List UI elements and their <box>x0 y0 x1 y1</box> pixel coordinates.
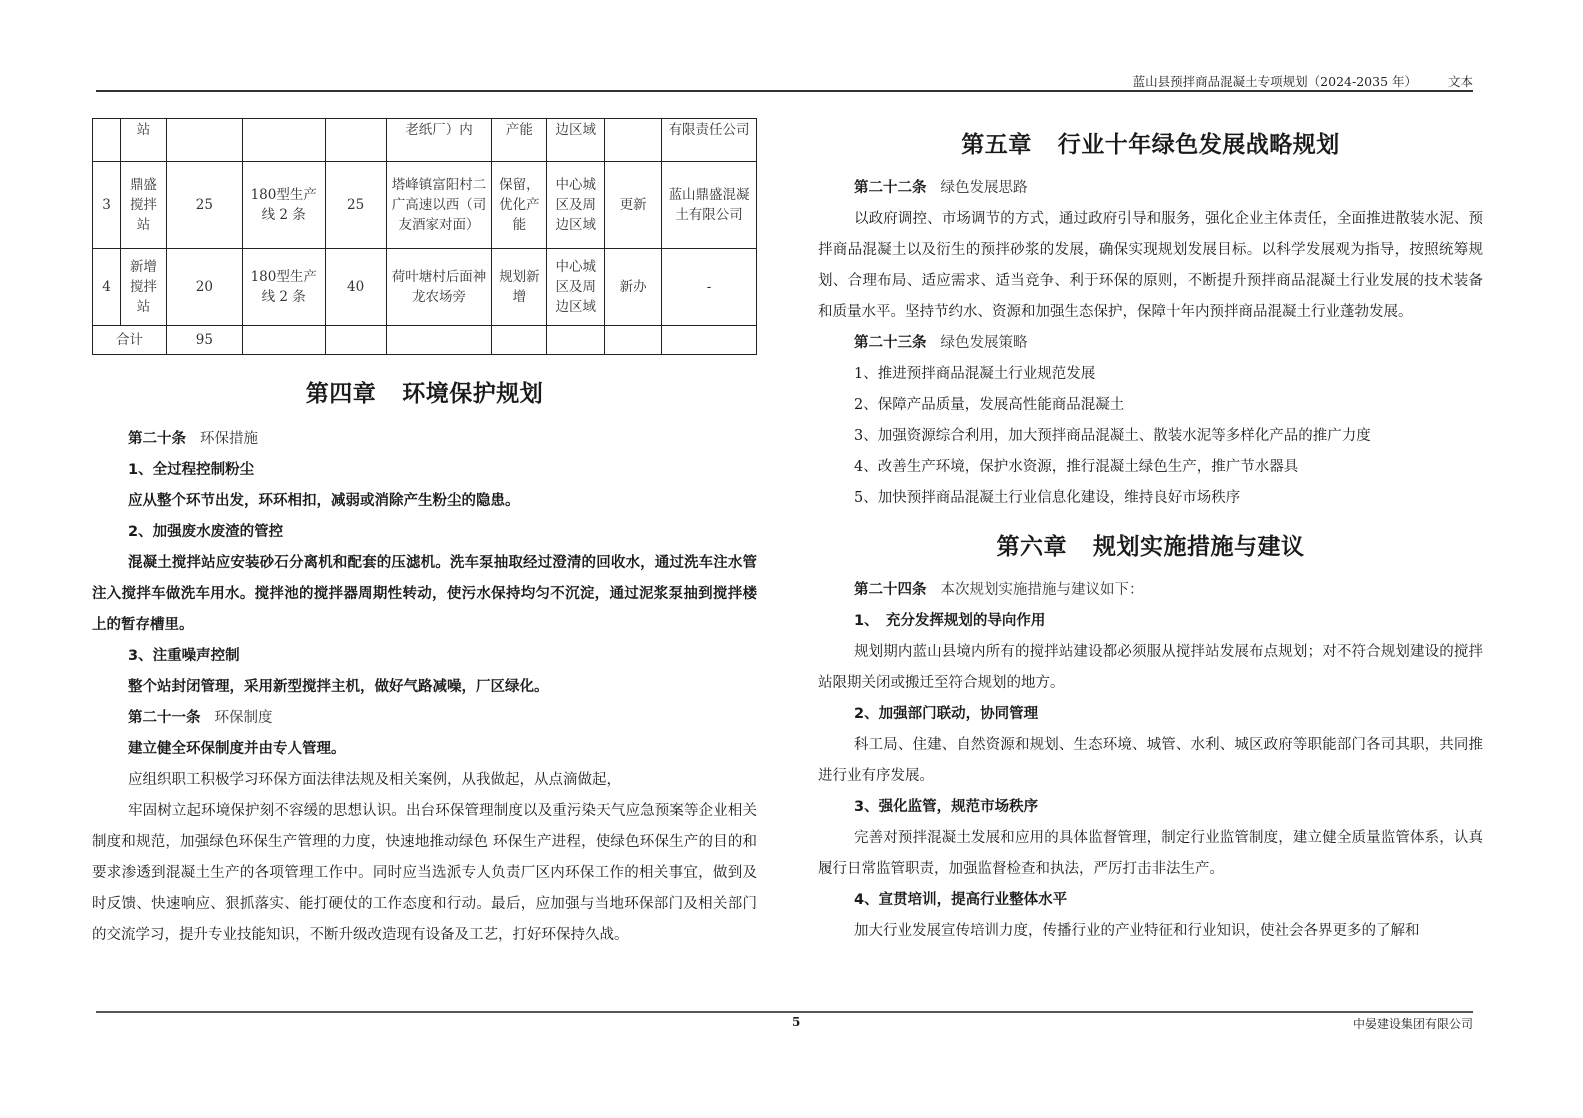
article-21: 第二十一条 环保制度 <box>128 710 273 726</box>
measure-2-text: 科工局、住建、自然资源和规划、生态环境、城管、水利、城区政府等职能部门各司其职，共同推进行业有序发展。 <box>818 737 1483 784</box>
total-label: 合计 <box>93 326 167 355</box>
cell-lines <box>242 119 325 162</box>
cell-name: 鼎盛搅拌站 <box>120 162 166 249</box>
cell-capacity <box>325 119 386 162</box>
cell-status: 保留，优化产能 <box>492 162 547 249</box>
cell-service: 中心城区及周边区域 <box>547 249 605 326</box>
cell-location: 荷叶塘村后面神龙农场旁 <box>386 249 492 326</box>
cell-status: 产能 <box>492 119 547 162</box>
cell-status: 规划新增 <box>492 249 547 326</box>
page-header <box>96 68 1473 92</box>
cell-owner: - <box>662 249 757 326</box>
cell-scale: 20 <box>166 249 242 326</box>
cell-scale: 25 <box>166 162 242 249</box>
article-22: 第二十二条 绿色发展思路 <box>854 180 1028 196</box>
page-number: 5 <box>792 1015 801 1029</box>
cell-lines: 180型生产线 2 条 <box>242 162 325 249</box>
left-column <box>92 118 757 951</box>
cell-location: 老纸厂）内 <box>386 119 492 162</box>
right-column <box>818 118 1483 947</box>
item-3-title: 3、注重噪声控制 <box>128 648 240 664</box>
chapter-5-heading: 第五章 行业十年绿色发展战略规划 <box>961 132 1340 158</box>
table-row <box>93 249 757 326</box>
article-22-para: 以政府调控、市场调节的方式，通过政府引导和服务，强化企业主体责任，全面推进散装水泥、预拌商品混凝土以及衍生的预拌砂浆的发展，确保实现规划发展目标。以科学发展观为指导，按照统筹规划、合理布局、适应需求、适当竞争、利于环保的原则，不断提升预拌商品混凝土行业发展的技术装备和质量水平。坚持节约水、资源和加强生态保护，保障十年内预拌商品混凝土行业蓬勃发展。 <box>818 211 1483 320</box>
table-total-row <box>93 326 757 355</box>
measure-4-title: 4、宣贯培训，提高行业整体水平 <box>854 892 1068 908</box>
footer-company: 中晏建设集团有限公司 <box>1352 1017 1473 1031</box>
measure-1-title: 1、 充分发挥规划的导向作用 <box>854 613 1046 629</box>
measure-1-text: 规划期内蓝山县境内所有的搅拌站建设都必须服从搅拌站发展布点规划；对不符合规划建设的搅拌站限期关闭或搬迁至符合规划的地方。 <box>818 644 1483 691</box>
cell-capacity: 40 <box>325 249 386 326</box>
cell-type <box>605 119 662 162</box>
article-20: 第二十条 环保措施 <box>128 431 258 447</box>
document-title: 蓝山县预拌商品混凝土专项规划（2024-2035 年） <box>1132 74 1417 89</box>
cell-lines: 180型生产线 2 条 <box>242 249 325 326</box>
cell-no: 4 <box>93 249 121 326</box>
strategy-item: 1、推进预拌商品混凝土行业规范发展 <box>854 366 1096 382</box>
strategy-item: 4、改善生产环境，保护水资源，推行混凝土绿色生产，推广节水器具 <box>854 459 1299 475</box>
item-3-text: 整个站封闭管理，采用新型搅拌主机，做好气路减噪，厂区绿化。 <box>128 679 549 695</box>
cell-type: 新办 <box>605 249 662 326</box>
strategy-item: 3、加强资源综合利用，加大预拌商品混凝土、散装水泥等多样化产品的推广力度 <box>854 428 1371 444</box>
mixing-station-table <box>92 118 757 355</box>
article-23: 第二十三条 绿色发展策略 <box>854 335 1028 351</box>
footer-divider <box>96 1011 1473 1013</box>
cell-scale <box>166 119 242 162</box>
strategy-item: 2、保障产品质量，发展高性能商品混凝土 <box>854 397 1125 413</box>
chapter-6-heading: 第六章 规划实施措施与建议 <box>996 534 1305 560</box>
article-21-para: 牢固树立起环境保护刻不容缓的思想认识。出台环保管理制度以及重污染天气应急预案等企业相关制度和规范，加强绿色环保生产管理的力度，快速地推动绿色 环保生产进程，使绿色环保生产的目的和要求渗透到混凝土生产的各项管理工作中。同时应当选派专人负责厂区内环保工作的相关事宜，做到及时反馈、快速响应、狠抓落实、能打硬仗的工作态度和行动。最后，应加强与当地环保部门及相关部门的交流学习，提升专业技能知识，不断升级改造现有设备及工艺，打好环保持久战。 <box>92 803 757 943</box>
cell-owner: 有限责任公司 <box>662 119 757 162</box>
measure-3-text: 完善对预拌混凝土发展和应用的具体监督管理，制定行业监管制度，建立健全质量监管体系，认真履行日常监管职责，加强监督检查和执法，严厉打击非法生产。 <box>818 830 1483 877</box>
cell-name: 站 <box>120 119 166 162</box>
article-21-bold: 建立健全环保制度并由专人管理。 <box>128 741 346 757</box>
item-1-title: 1、全过程控制粉尘 <box>128 462 255 478</box>
chapter-4-heading: 第四章 环境保护规划 <box>305 381 544 407</box>
cell-capacity: 25 <box>325 162 386 249</box>
total-value: 95 <box>166 326 242 355</box>
document-tag: 文本 <box>1447 74 1473 89</box>
item-1-text: 应从整个环节出发，环环相扣，减弱或消除产生粉尘的隐患。 <box>128 493 520 509</box>
cell-type: 更新 <box>605 162 662 249</box>
measure-4-text: 加大行业发展宣传培训力度，传播行业的产业特征和行业知识，使社会各界更多的了解和 <box>854 923 1420 939</box>
article-21-line1: 应组织职工积极学习环保方面法律法规及相关案例，从我做起，从点滴做起， <box>128 772 621 788</box>
cell-name: 新增搅拌站 <box>120 249 166 326</box>
cell-service: 中心城区及周边区域 <box>547 162 605 249</box>
strategy-item: 5、加快预拌商品混凝土行业信息化建设，维持良好市场秩序 <box>854 490 1241 506</box>
item-2-title: 2、加强废水废渣的管控 <box>128 524 284 540</box>
cell-no: 3 <box>93 162 121 249</box>
table-row <box>93 119 757 162</box>
item-2-text: 混凝土搅拌站应安装砂石分离机和配套的压滤机。洗车泵抽取经过澄清的回收水，通过洗车注水管注入搅拌车做洗车用水。搅拌池的搅拌器周期性转动，使污水保持均匀不沉淀，通过泥浆泵抽到搅拌楼上的暂存槽里。 <box>92 555 757 633</box>
cell-owner: 蓝山鼎盛混凝土有限公司 <box>662 162 757 249</box>
measure-2-title: 2、加强部门联动，协同管理 <box>854 706 1039 722</box>
measure-3-title: 3、强化监管，规范市场秩序 <box>854 799 1039 815</box>
article-24: 第二十四条 本次规划实施措施与建议如下： <box>854 582 1144 598</box>
cell-location: 塔峰镇富阳村二广高速以西（司友酒家对面） <box>386 162 492 249</box>
cell-no <box>93 119 121 162</box>
table-row <box>93 162 757 249</box>
cell-service: 边区域 <box>547 119 605 162</box>
